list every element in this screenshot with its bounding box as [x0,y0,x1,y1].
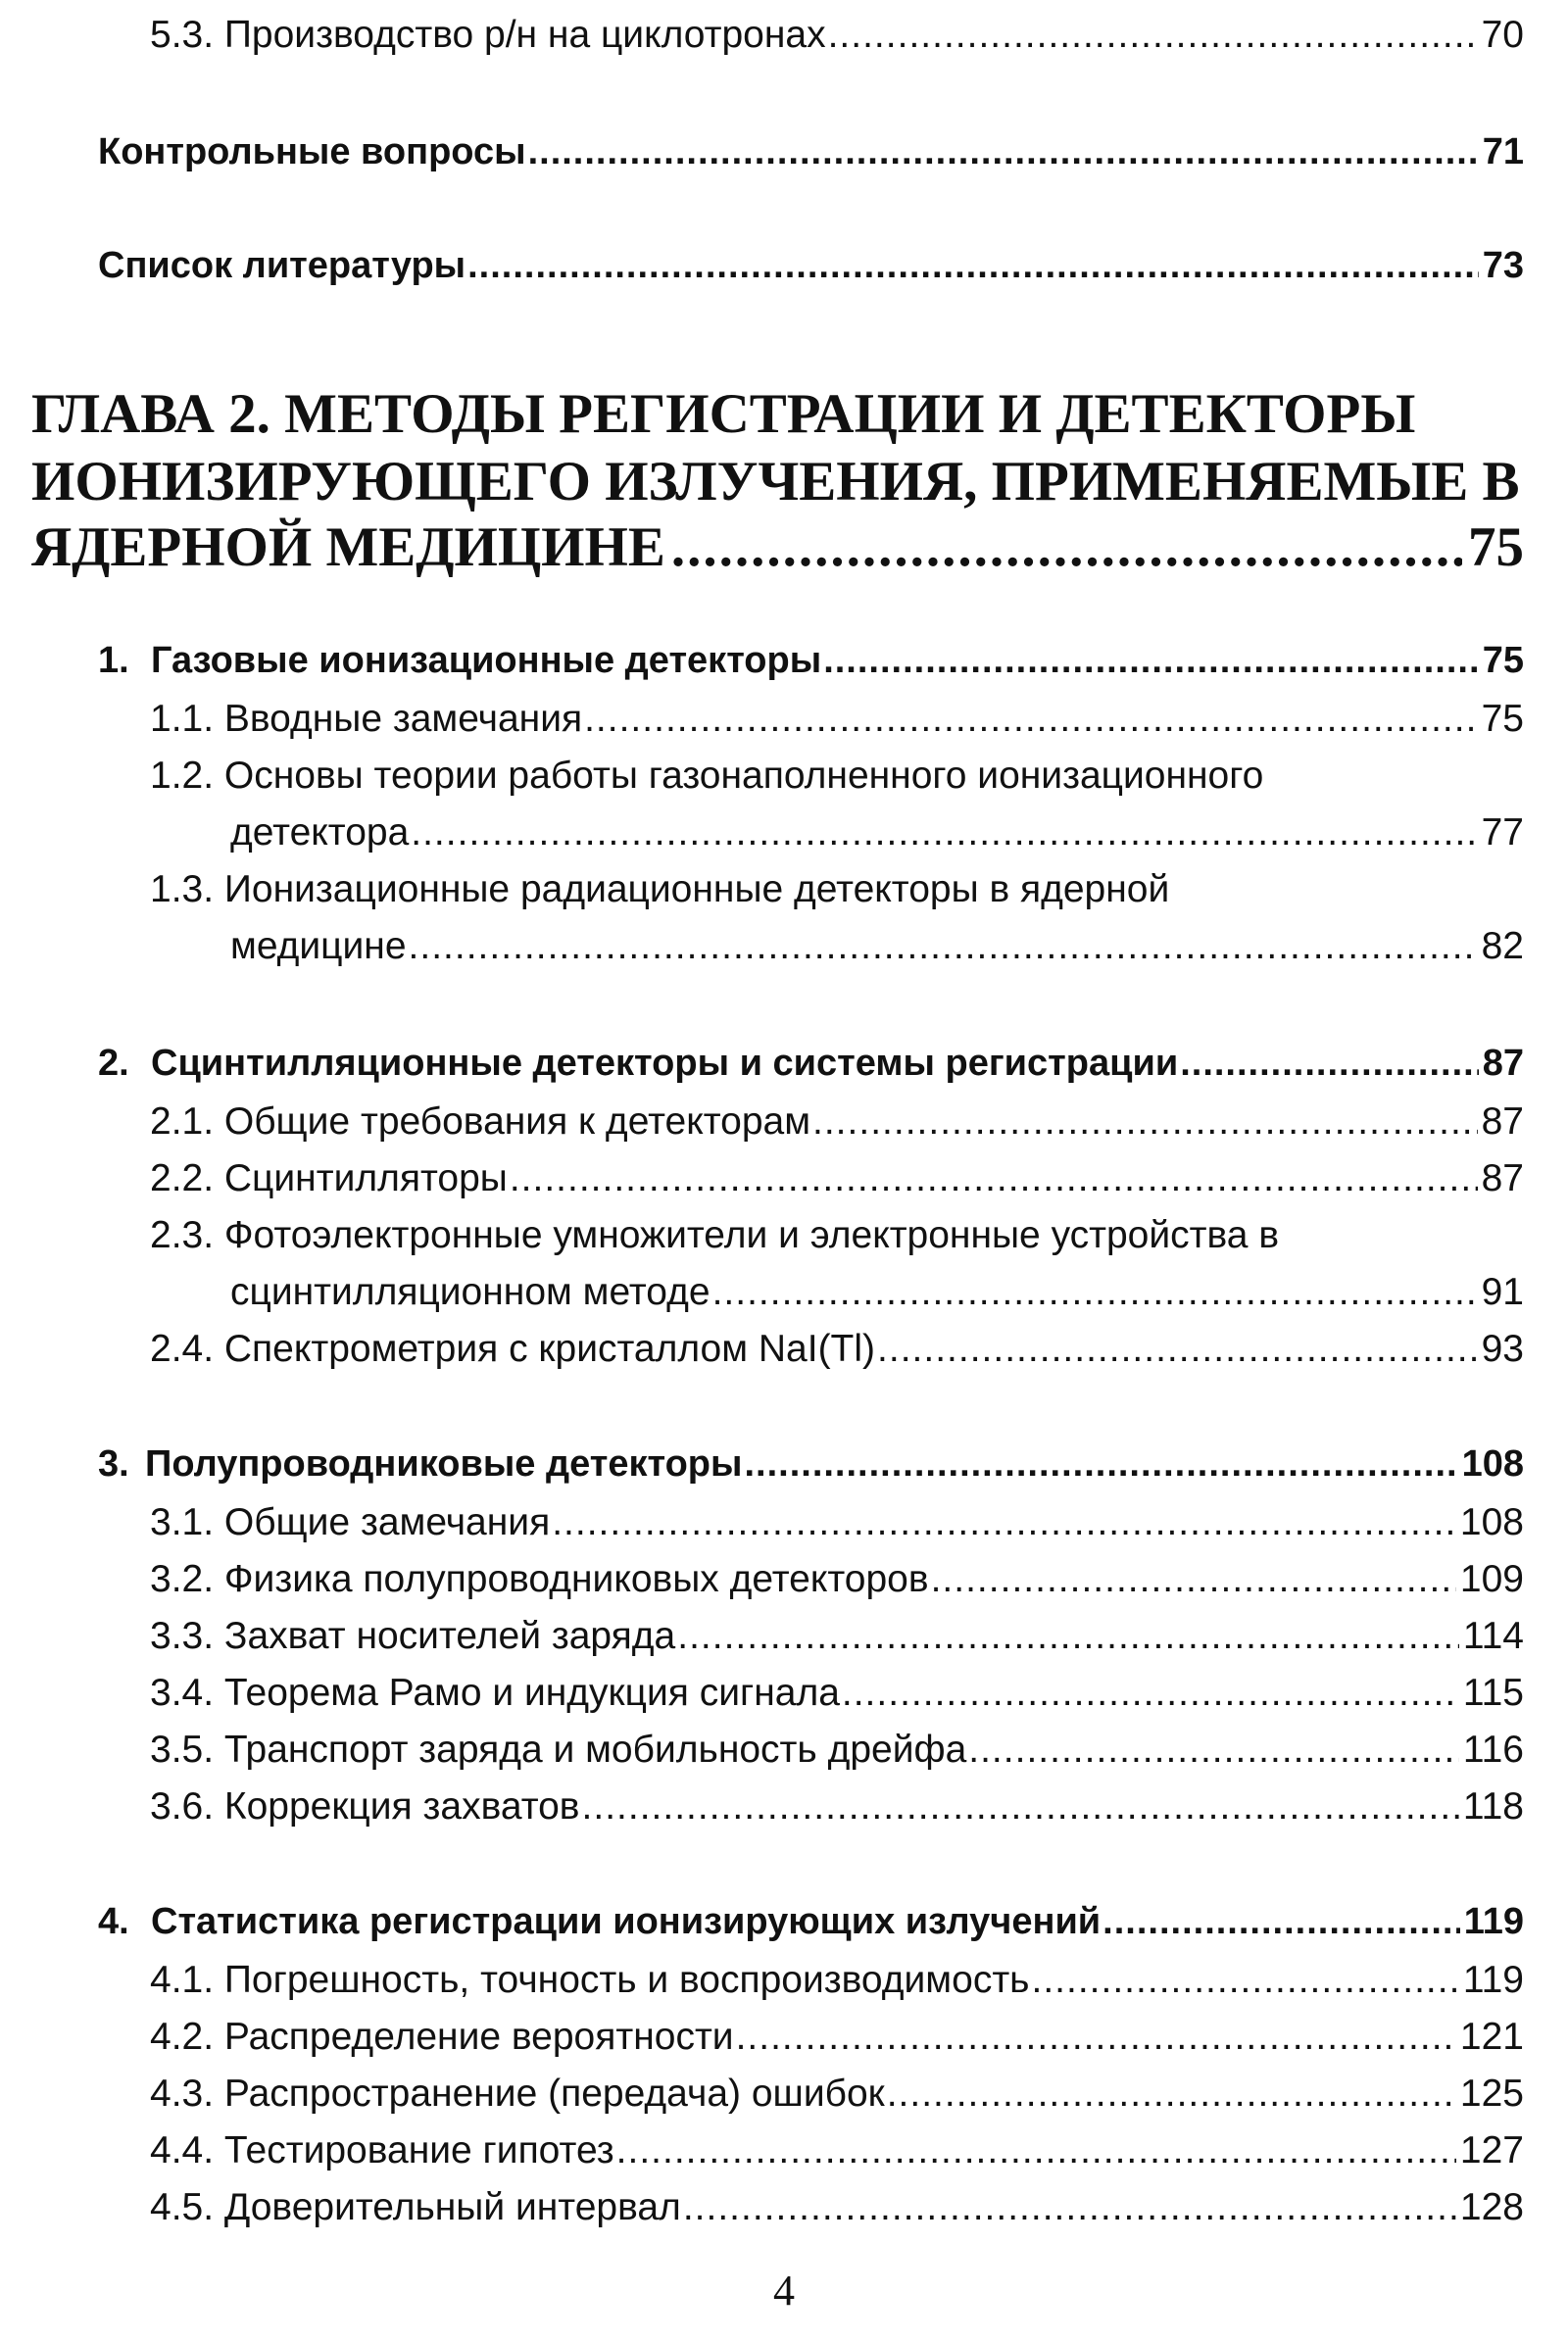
toc-entry[interactable] [150,2016,1524,2059]
section-entry[interactable] [98,1901,1524,1943]
dot-leader [671,515,1462,579]
toc-entry[interactable] [230,1271,1524,1314]
toc-entry-page: 118 [1462,1785,1524,1828]
dot-leader [411,811,1477,854]
section-entry[interactable] [98,1043,1524,1085]
dot-leader [582,1785,1459,1829]
toc-entry-title: 4.5. Доверительный интервал [150,2186,681,2228]
toc-entry[interactable] [150,2186,1524,2229]
toc-entry-title-cont: сцинтилляционном методе [230,1271,710,1313]
toc-entry-page: 73 [1482,245,1524,286]
toc-entry-title: 3.1. Общие замечания [150,1501,551,1543]
toc-entry[interactable] [150,1785,1524,1829]
chapter-title-line1: ГЛАВА 2. МЕТОДЫ РЕГИСТРАЦИИ И ДЕТЕКТОРЫ [31,383,1416,445]
toc-entry[interactable] [150,1328,1524,1371]
section-title: Газовые ионизационные детекторы [151,640,822,681]
toc-entry-title: 4.4. Тестирование гипотез [150,2129,614,2171]
toc-entry[interactable] [150,2129,1524,2172]
toc-entry[interactable] [150,2073,1524,2116]
toc-entry-title-cont: детектора [230,811,410,854]
section-number: 2. [98,1043,129,1084]
section-page: 87 [1482,1043,1524,1084]
toc-entry-page: 109 [1459,1558,1524,1600]
dot-leader [552,1501,1456,1544]
section-title: Сцинтилляционные детекторы и системы регистрации [151,1043,1179,1084]
toc-entry-title: 4.2. Распределение вероятности [150,2016,734,2058]
toc-entry-page: 128 [1459,2186,1524,2228]
section-number: 3. [98,1443,129,1485]
toc-entry-page: 127 [1459,2129,1524,2171]
dot-leader [887,2073,1456,2116]
dot-leader [931,1558,1456,1601]
toc-entry-page: 121 [1459,2016,1524,2058]
dot-leader [616,2129,1456,2172]
toc-entry-page: 115 [1462,1672,1524,1714]
dot-leader [828,14,1478,57]
toc-entry-page: 82 [1481,925,1524,967]
toc-entry-title[interactable]: 1.3. Ионизационные радиационные детекторы в ядерной [150,868,1170,910]
toc-entry-page: 114 [1462,1615,1524,1657]
dot-leader [968,1729,1459,1772]
toc-entry-page: 116 [1462,1729,1524,1771]
toc-entry-title: 4.1. Погрешность, точность и воспроизводимость [150,1959,1030,2001]
toc-entry[interactable] [230,811,1524,854]
dot-leader [736,2016,1456,2059]
toc-entry-title: 2.4. Спектрометрия с кристаллом NaI(Tl) [150,1328,876,1370]
dot-leader [409,925,1478,968]
dot-leader [1180,1043,1479,1085]
section-number: 1. [98,640,129,681]
chapter-entry[interactable] [31,515,1524,579]
toc-entry-page: 75 [1481,698,1524,740]
section-page: 119 [1463,1901,1524,1942]
dot-leader [467,245,1479,287]
dot-leader [528,131,1479,173]
dot-leader [1032,1959,1459,2002]
toc-entry-title: 2.1. Общие требования к детекторам [150,1100,811,1143]
dot-leader [1102,1901,1460,1943]
toc-entry[interactable] [150,1100,1524,1144]
toc-entry-title: 5.3. Производство р/н на циклотронах [150,14,826,56]
dot-leader [823,640,1479,682]
section-page: 108 [1461,1443,1524,1485]
toc-entry[interactable] [150,1615,1524,1658]
toc-entry[interactable] [150,1558,1524,1601]
section-number: 4. [98,1901,129,1942]
section-entry[interactable] [98,1443,1524,1486]
toc-entry-page: 87 [1481,1100,1524,1143]
toc-entry-title: 3.5. Транспорт заряда и мобильность дрейфа [150,1729,967,1771]
dot-leader [683,2186,1456,2229]
section-entry[interactable] [98,640,1524,682]
toc-entry-title-cont: медицине [230,925,407,967]
toc-entry[interactable] [150,14,1524,57]
dot-leader [842,1672,1459,1715]
toc-entry-title: 3.6. Коррекция захватов [150,1785,580,1828]
toc-entry-page: 71 [1482,131,1524,172]
toc-entry-page: 93 [1481,1328,1524,1370]
toc-entry-page: 91 [1481,1271,1524,1313]
toc-entry-page: 108 [1459,1501,1524,1543]
toc-entry[interactable] [150,698,1524,741]
toc-entry-page: 119 [1462,1959,1524,2001]
toc-entry-title: 3.2. Физика полупроводниковых детекторов [150,1558,929,1600]
dot-leader [877,1328,1478,1371]
toc-entry-page: 87 [1481,1157,1524,1199]
section-title: Полупроводниковые детекторы [145,1443,743,1485]
toc-entry-page: 70 [1481,14,1524,56]
toc-entry[interactable] [230,925,1524,968]
page-number: 4 [773,2267,795,2315]
dot-leader [712,1271,1478,1314]
section-title: Статистика регистрации ионизирующих излучений [151,1901,1102,1942]
toc-entry[interactable] [150,1729,1524,1772]
dot-leader [812,1100,1478,1144]
toc-entry[interactable] [98,131,1524,173]
toc-entry-title: 2.2. Сцинтилляторы [150,1157,508,1199]
section-page: 75 [1482,640,1524,681]
toc-entry-title: 3.3. Захват носителей заряда [150,1615,676,1657]
toc-entry[interactable] [150,1959,1524,2002]
toc-entry-title: 4.3. Распространение (передача) ошибок [150,2073,885,2115]
toc-entry-page: 77 [1481,811,1524,854]
toc-entry[interactable] [150,1157,1524,1200]
toc-entry-title[interactable]: 2.3. Фотоэлектронные умножители и электронные устройства в [150,1214,1280,1256]
toc-entry-title: 3.4. Теорема Рамо и индукция сигнала [150,1672,840,1714]
chapter-page: 75 [1468,516,1524,578]
toc-entry-title: 1.1. Вводные замечания [150,698,583,740]
toc-entry[interactable] [98,245,1524,287]
toc-entry-title[interactable]: 1.2. Основы теории работы газонаполненного ионизационного [150,755,1264,797]
dot-leader [744,1443,1457,1486]
chapter-title-line3: ЯДЕРНОЙ МЕДИЦИНЕ [31,516,665,578]
toc-entry[interactable] [150,1672,1524,1715]
dot-leader [510,1157,1478,1200]
dot-leader [677,1615,1459,1658]
toc-entry[interactable] [150,1501,1524,1544]
dot-leader [584,698,1478,741]
chapter-title-line2: ИОНИЗИРУЮЩЕГО ИЗЛУЧЕНИЯ, ПРИМЕНЯЕМЫЕ В [31,451,1520,512]
toc-entry-page: 125 [1459,2073,1524,2115]
toc-entry-title: Контрольные вопросы [98,131,526,172]
toc-entry-title: Список литературы [98,245,466,286]
